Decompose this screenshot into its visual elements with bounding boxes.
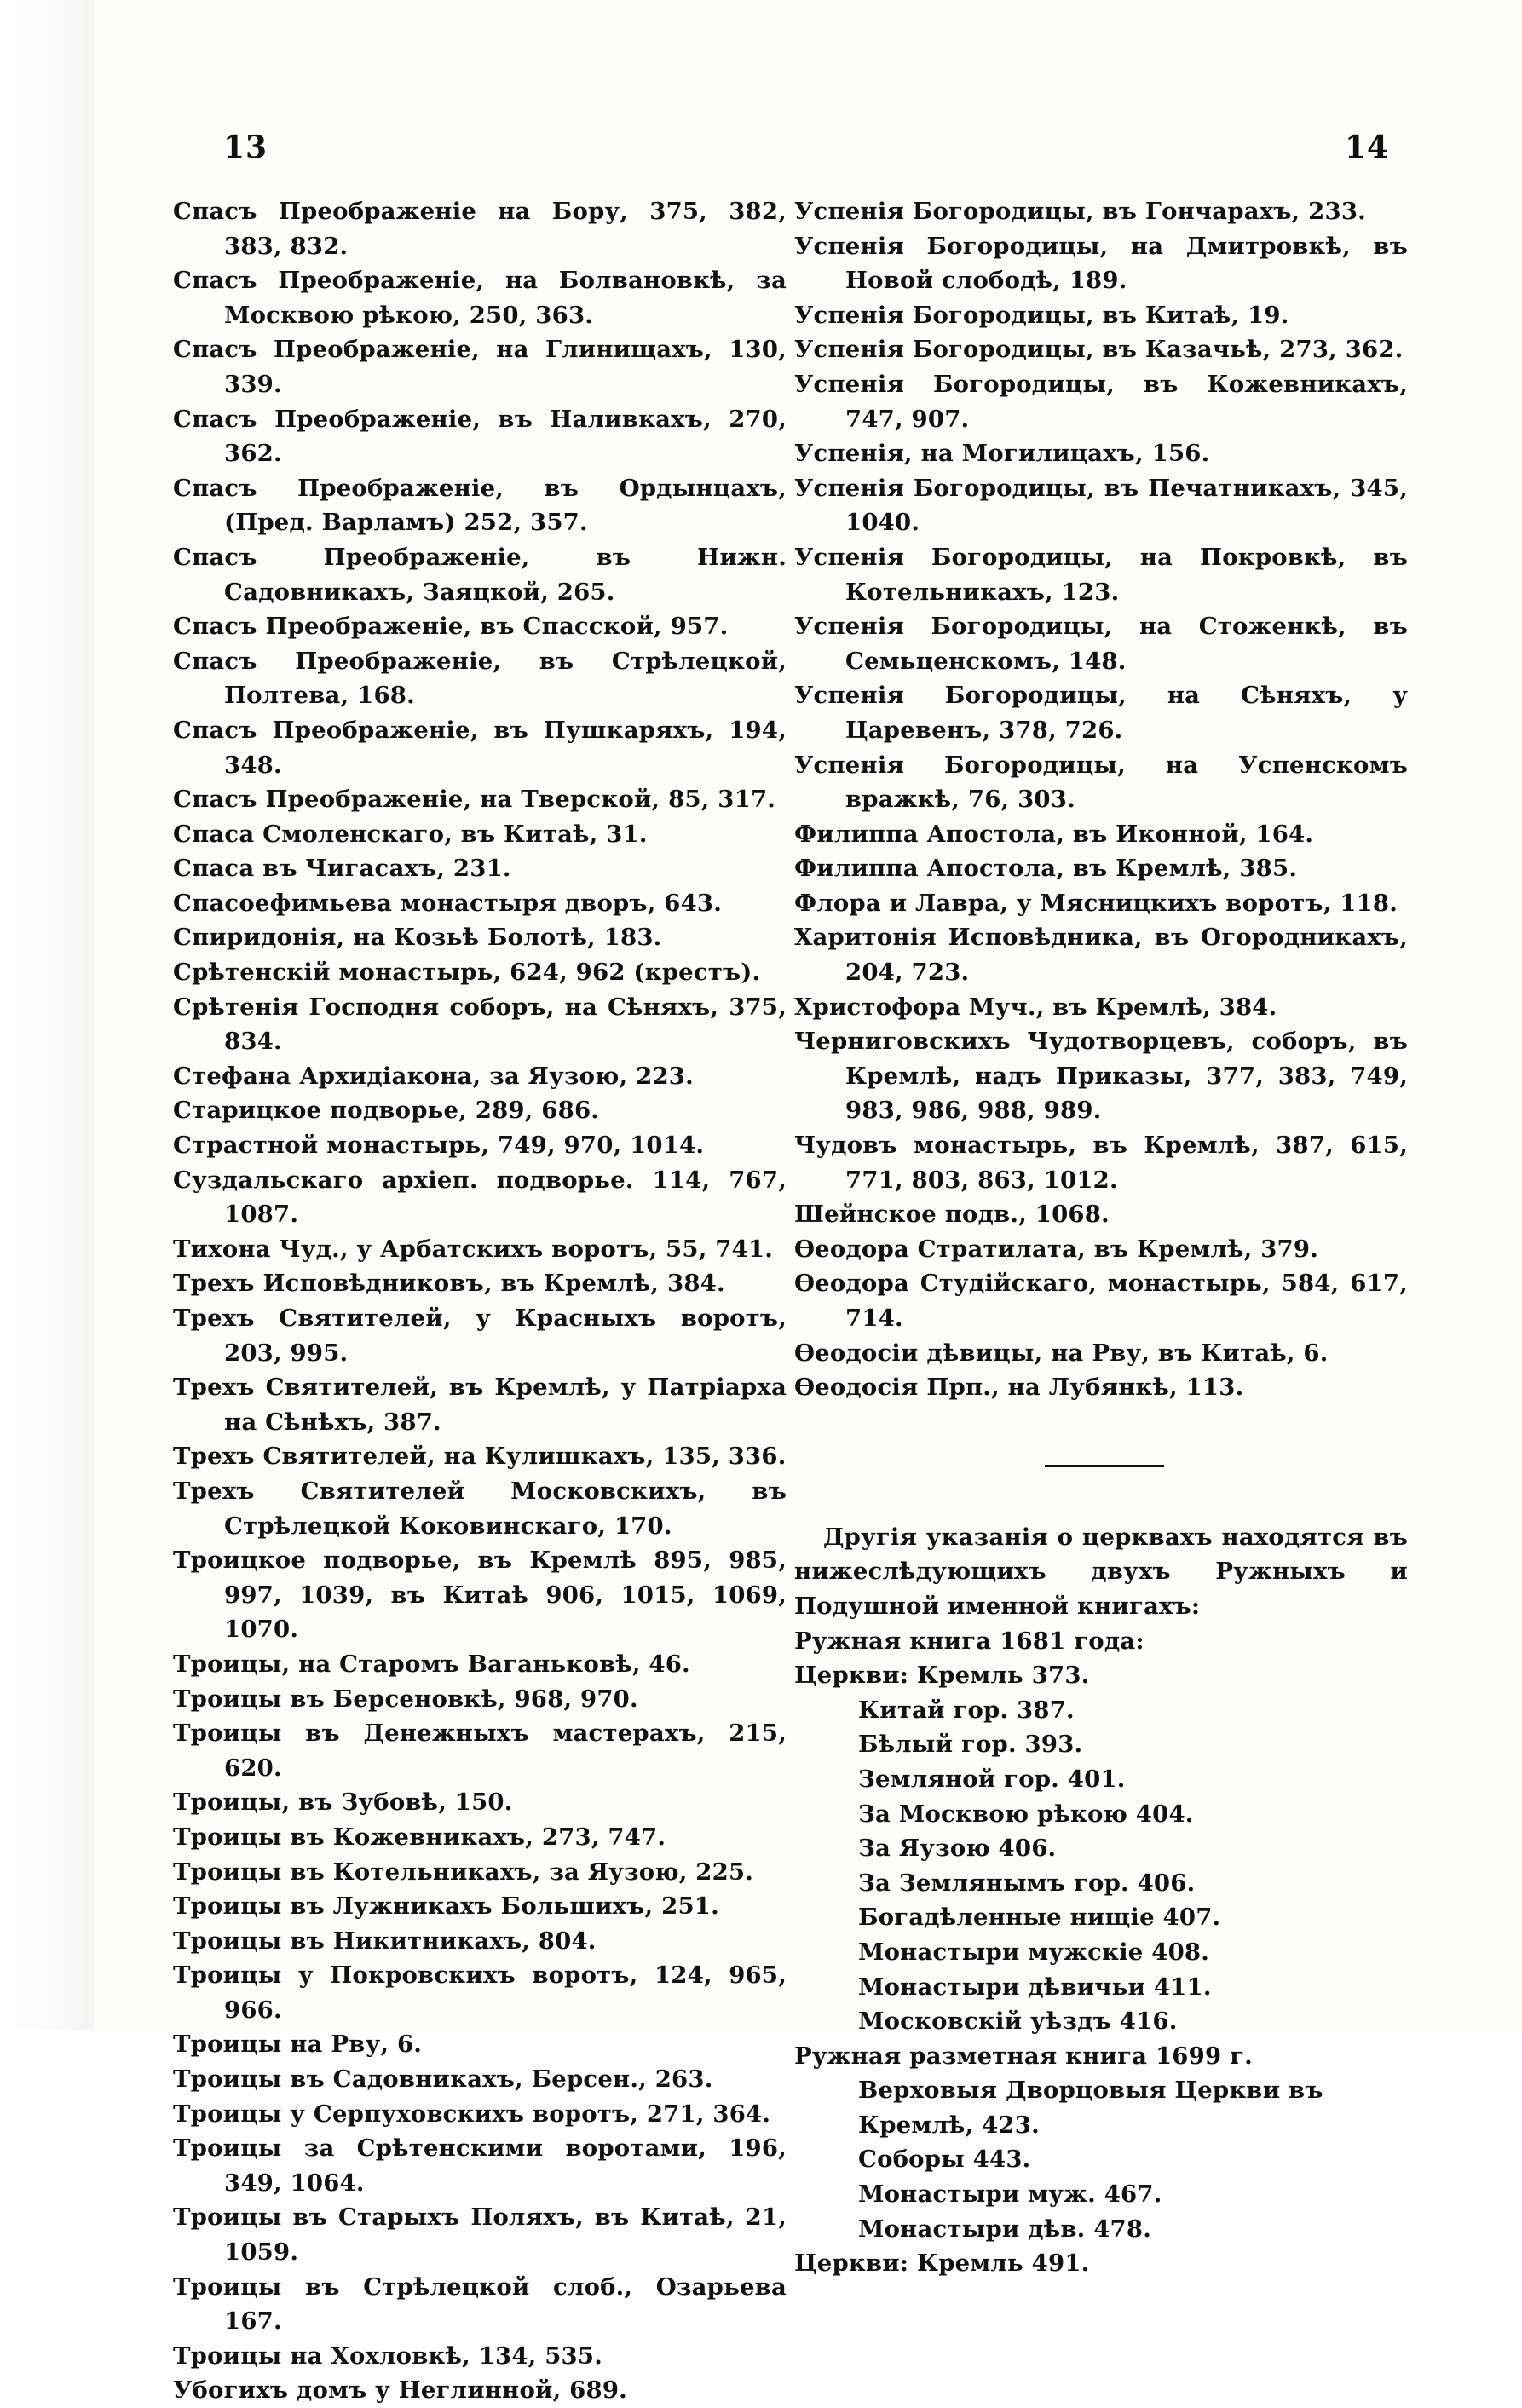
index-entry: Тихона Чуд., у Арбатскихъ воротъ, 55, 741. xyxy=(173,1235,774,1263)
index-entry: Трехъ Святителей Московскихъ, въ Стрѣлецкой Коковинскаго, 170. xyxy=(173,1477,787,1540)
book-entry: Московскій уѣздъ 416. xyxy=(858,2008,1178,2036)
index-entry: Успенія Богородицы, въ Гончарахъ, 233. xyxy=(794,198,1366,225)
index-entry: Суздальскаго архіеп. подворье. 114, 767, 1087. xyxy=(173,1166,787,1229)
book-entry: Монастыри мужскіе 408. xyxy=(858,1938,1210,1966)
book-entry: За Землянымъ гор. 406. xyxy=(858,1869,1196,1897)
book-entry: Бѣлый гор. 393. xyxy=(858,1731,1083,1759)
index-entry: Успенія Богородицы, въ Печатникахъ, 345, 1040. xyxy=(794,474,1408,537)
note-paragraph: Другія указанія о церквахъ находятся въ нижеслѣдующихъ двухъ Ружныхъ и Подушной именной книгахъ: xyxy=(794,1523,1408,1620)
index-entry: Троицы въ Стрѣлецкой слоб., Озарьева 167. xyxy=(173,2273,787,2336)
book-entry: Верховыя Дворцовыя Церкви въ Кремлѣ, 423. xyxy=(858,2077,1323,2139)
index-entry: Спасъ Преображеніе, въ Наливкахъ, 270, 362. xyxy=(173,405,787,468)
book-entry: Монастыри муж. 467. xyxy=(858,2180,1162,2209)
scan-margin xyxy=(0,0,94,2030)
index-entry: Троицы за Срѣтенскими воротами, 196, 349, 1064. xyxy=(173,2134,787,2197)
index-entry: Троицы въ Котельникахъ, за Яузою, 225. xyxy=(173,1858,754,1886)
index-entry: Успенія Богородицы, на Стоженкѣ, въ Семьценскомъ, 148. xyxy=(794,613,1408,675)
index-entry: Спасъ Преображеніе, въ Ордынцахъ, (Пред. Варламъ) 252, 357. xyxy=(173,474,787,537)
index-entry: Спаса Смоленскаго, въ Китаѣ, 31. xyxy=(173,820,648,848)
index-entry: Успенія Богородицы, на Успенскомъ вражкѣ, 76, 303. xyxy=(794,751,1408,814)
index-entry: Ѳеодора Стратилата, въ Кремлѣ, 379. xyxy=(794,1235,1318,1263)
book-entry: Соборы 443. xyxy=(858,2146,1031,2174)
index-entry: Спасъ Преображеніе, на Глинищахъ, 130, 339. xyxy=(173,336,787,398)
left-column xyxy=(173,194,787,2408)
book-entry: Китай гор. 387. xyxy=(858,1696,1075,1724)
index-entry: Филиппа Апостола, въ Кремлѣ, 385. xyxy=(794,855,1298,883)
index-entry: Старицкое подворье, 289, 686. xyxy=(173,1097,600,1125)
index-entry: Трехъ Святителей, у Красныхъ воротъ, 203, 995. xyxy=(173,1305,787,1367)
right-column xyxy=(794,194,1408,2281)
book-entry: Земляной гор. 401. xyxy=(858,1765,1126,1793)
index-entry: Спасъ Преображеніе на Бору, 375, 382, 383, 832. xyxy=(173,198,787,260)
book-entry: Церкви: Кремль 373. xyxy=(794,1662,1090,1690)
index-entry: Убогихъ домъ у Неглинной, 689. xyxy=(173,2376,627,2405)
index-entry: Срѣтенія Господня соборъ, на Сѣняхъ, 375, 834. xyxy=(173,993,787,1056)
book-entry: Монастыри дѣвичьи 411. xyxy=(858,1973,1212,2001)
index-entry: Троицы въ Лужникахъ Большихъ, 251. xyxy=(173,1892,719,1921)
book-entry: За Яузою 406. xyxy=(858,1835,1057,1863)
index-entry: Ѳеодосіи дѣвицы, на Рву, въ Китаѣ, 6. xyxy=(794,1339,1329,1367)
index-entry: Троицы въ Садовникахъ, Берсен., 263. xyxy=(173,2065,713,2094)
index-entry: Троицы въ Денежныхъ мастерахъ, 215, 620. xyxy=(173,1720,787,1782)
book-title: Ружная книга 1681 года: xyxy=(794,1627,1144,1655)
index-entry: Ѳеодора Студійскаго, монастырь, 584, 617, 714. xyxy=(794,1270,1408,1332)
index-entry: Троицкое подворье, въ Кремлѣ 895, 985, 997, 1039, въ Китаѣ 906, 1015, 1069, 1070. xyxy=(173,1547,787,1644)
page-number-right: 14 xyxy=(1345,130,1390,165)
index-entry: Успенія Богородицы, на Сѣняхъ, у Царевенъ, 378, 726. xyxy=(794,682,1408,744)
book-entry: Церкви: Кремль 491. xyxy=(794,2250,1090,2278)
index-entry: Успенія Богородицы, на Покровкѣ, въ Котельникахъ, 123. xyxy=(794,543,1408,606)
index-entry: Троицы въ Кожевникахъ, 273, 747. xyxy=(173,1823,666,1851)
index-entry: Спасоефимьева монастыря дворъ, 643. xyxy=(173,889,723,917)
index-entry: Стефана Архидіакона, за Яузою, 223. xyxy=(173,1062,694,1090)
index-entry: Успенія Богородицы, въ Казачьѣ, 273, 362. xyxy=(794,336,1404,364)
index-entry: Харитонія Исповѣдника, въ Огородникахъ, 204, 723. xyxy=(794,924,1408,987)
index-entry: Страстной монастырь, 749, 970, 1014. xyxy=(173,1132,705,1160)
index-entry: Филиппа Апостола, въ Иконной, 164. xyxy=(794,820,1314,848)
index-entry: Успенія Богородицы, въ Кожевникахъ, 747, 907. xyxy=(794,370,1408,433)
index-entry: Трехъ Исповѣдниковъ, въ Кремлѣ, 384. xyxy=(173,1270,725,1298)
index-entry: Спасъ Преображеніе, на Болвановкѣ, за Москвою рѣкою, 250, 363. xyxy=(173,267,787,329)
index-entry: Успенія, на Могилицахъ, 156. xyxy=(794,440,1210,468)
index-entry: Спасъ Преображеніе, въ Стрѣлецкой, Полтева, 168. xyxy=(173,647,787,710)
book-entry: Богадѣленные нищіе 407. xyxy=(858,1904,1221,1932)
index-entry: Успенія Богородицы, въ Китаѣ, 19. xyxy=(794,301,1289,329)
index-entry: Спаса въ Чигасахъ, 231. xyxy=(173,855,511,883)
index-entry: Флора и Лавра, у Мясницкихъ воротъ, 118. xyxy=(794,889,1398,917)
index-entry: Срѣтенскій монастырь, 624, 962 (крестъ). xyxy=(173,959,761,987)
index-entry: Троицы у Серпуховскихъ воротъ, 271, 364. xyxy=(173,2100,771,2128)
index-entry: Спасъ Преображеніе, въ Спасской, 957. xyxy=(173,613,729,641)
index-entry: Шейнское подв., 1068. xyxy=(794,1201,1110,1229)
index-entry: Христофора Муч., въ Кремлѣ, 384. xyxy=(794,993,1277,1021)
index-entry: Спасъ Преображеніе, на Тверской, 85, 317. xyxy=(173,786,776,814)
index-entry: Троицы, въ Зубовѣ, 150. xyxy=(173,1789,513,1817)
index-entry: Троицы у Покровскихъ воротъ, 124, 965, 966. xyxy=(173,1962,787,2024)
index-entry: Спасъ Преображеніе, въ Пушкаряхъ, 194, 348. xyxy=(173,716,787,779)
index-entry: Троицы въ Берсеновкѣ, 968, 970. xyxy=(173,1685,638,1713)
book-entry: Монастыри дѣв. 478. xyxy=(858,2215,1151,2243)
index-entry: Трехъ Святителей, на Кулишкахъ, 135, 336. xyxy=(173,1443,787,1471)
index-entry: Трехъ Святителей, въ Кремлѣ, у Патріарха на Сѣнѣхъ, 387. xyxy=(173,1374,787,1436)
index-entry: Троицы на Рву, 6. xyxy=(173,2031,423,2059)
index-entry: Троицы на Хохловкѣ, 134, 535. xyxy=(173,2342,602,2370)
section-divider xyxy=(1045,1465,1164,1467)
index-entry: Троицы, на Старомъ Ваганьковѣ, 46. xyxy=(173,1650,690,1678)
page-number-left: 13 xyxy=(223,130,268,165)
index-entry: Троицы въ Старыхъ Поляхъ, въ Китаѣ, 21, 1059. xyxy=(173,2203,787,2267)
index-entry: Ѳеодосія Прп., на Лубянкѣ, 113. xyxy=(794,1374,1244,1402)
index-entry: Спиридонія, на Козьѣ Болотѣ, 183. xyxy=(173,924,662,952)
book-title: Ружная разметная книга 1699 г. xyxy=(794,2042,1253,2070)
index-entry: Спасъ Преображеніе, въ Нижн. Садовникахъ, Заяцкой, 265. xyxy=(173,543,787,606)
book-entry: За Москвою рѣкою 404. xyxy=(858,1800,1194,1828)
index-entry: Черниговскихъ Чудотворцевъ, соборъ, въ Кремлѣ, надъ Приказы, 377, 383, 749, 983, 986, 988, 989. xyxy=(794,1028,1408,1125)
index-entry: Успенія Богородицы, на Дмитровкѣ, въ Новой слободѣ, 189. xyxy=(794,232,1408,295)
index-entry: Троицы въ Никитникахъ, 804. xyxy=(173,1927,597,1955)
index-entry: Чудовъ монастырь, въ Кремлѣ, 387, 615, 771, 803, 863, 1012. xyxy=(794,1132,1408,1194)
